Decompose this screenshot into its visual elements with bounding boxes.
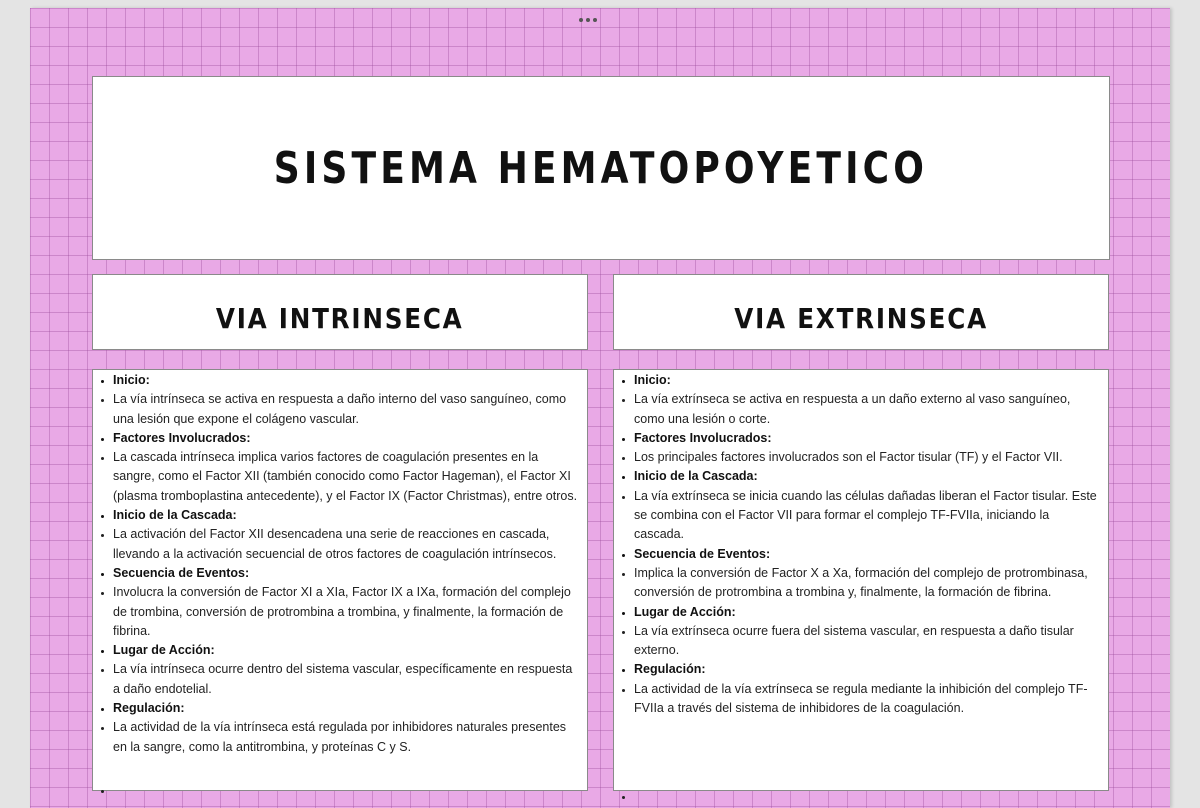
section-text: • La actividad de la vía intrínseca está regulada por inhibidores naturales presentes en la sangre, como la antitrombina, y proteínas C y S.: [113, 718, 579, 757]
section-heading: • Inicio:: [634, 371, 1100, 390]
section-heading: • Inicio de la Cascada:: [634, 467, 1100, 486]
intrinsic-heading: VIA INTRINSECA: [216, 301, 464, 335]
section-heading: • Factores Involucrados:: [634, 429, 1100, 448]
section-text: • Involucra la conversión de Factor XI a XIa, Factor IX a IXa, formación del complejo de trombina, conversión de protrombina a trombina, y finalmente, la formación de fibrina.: [113, 583, 579, 641]
drag-handle-icon[interactable]: [576, 17, 600, 23]
section-heading: • Inicio:: [113, 371, 579, 390]
section-heading: • Regulación:: [113, 699, 579, 718]
section-text: • Implica la conversión de Factor X a Xa, formación del complejo de protrombinasa, conversión de protrombina a trombina y, finalmente, la formación de fibrina.: [634, 564, 1100, 603]
intrinsic-list: [93, 370, 587, 757]
section-heading: • Inicio de la Cascada:: [113, 506, 579, 525]
extrinsic-heading: VIA EXTRINSECA: [734, 301, 988, 335]
section-text: • La vía intrínseca ocurre dentro del sistema vascular, específicamente en respuesta a daño endotelial.: [113, 660, 579, 699]
extrinsic-heading-box: [613, 274, 1109, 350]
intrinsic-content-box: [92, 369, 588, 791]
intrinsic-heading-box: [92, 274, 588, 350]
title-box: [92, 76, 1110, 260]
section-text: • La vía extrínseca se inicia cuando las células dañadas liberan el Factor tisular. Este se combina con el Factor VII para formar el complejo TF-FVIIa, iniciando la cascada.: [634, 487, 1100, 545]
section-text: • La cascada intrínseca implica varios factores de coagulación presentes en la sangre, como el Factor XII (también conocido como Factor Hageman), el Factor XI (plasma tromboplastina antecedente), y el Factor IX (Factor Christmas), entre otros.: [113, 448, 579, 506]
section-text: • La vía extrínseca se activa en respuesta a un daño externo al vaso sanguíneo, como una lesión o corte.: [634, 390, 1100, 429]
bullet-dot-icon: [622, 796, 625, 799]
section-heading: • Lugar de Acción:: [113, 641, 579, 660]
section-text: • La actividad de la vía extrínseca se regula mediante la inhibición del complejo TF-FVIIa a través del sistema de inhibidores de la coagulación.: [634, 680, 1100, 719]
section-text: • Los principales factores involucrados son el Factor tisular (TF) y el Factor VII.: [634, 448, 1100, 467]
bullet-dot-icon: [101, 790, 104, 793]
section-text: • La activación del Factor XII desencadena una serie de reacciones en cascada, llevando a la activación secuencial de otros factores de coagulación intrínsecos.: [113, 525, 579, 564]
extrinsic-list: [614, 370, 1108, 718]
section-text: • La vía extrínseca ocurre fuera del sistema vascular, en respuesta a daño tisular externo.: [634, 622, 1100, 661]
section-text: • La vía intrínseca se activa en respuesta a daño interno del vaso sanguíneo, como una lesión que expone el colágeno vascular.: [113, 390, 579, 429]
extrinsic-content-box: [613, 369, 1109, 791]
section-heading: • Secuencia de Eventos:: [113, 564, 579, 583]
section-heading: • Secuencia de Eventos:: [634, 545, 1100, 564]
section-heading: • Regulación:: [634, 660, 1100, 679]
page-title: SISTEMA HEMATOPOYETICO: [273, 142, 929, 194]
section-heading: • Factores Involucrados:: [113, 429, 579, 448]
section-heading: • Lugar de Acción:: [634, 603, 1100, 622]
